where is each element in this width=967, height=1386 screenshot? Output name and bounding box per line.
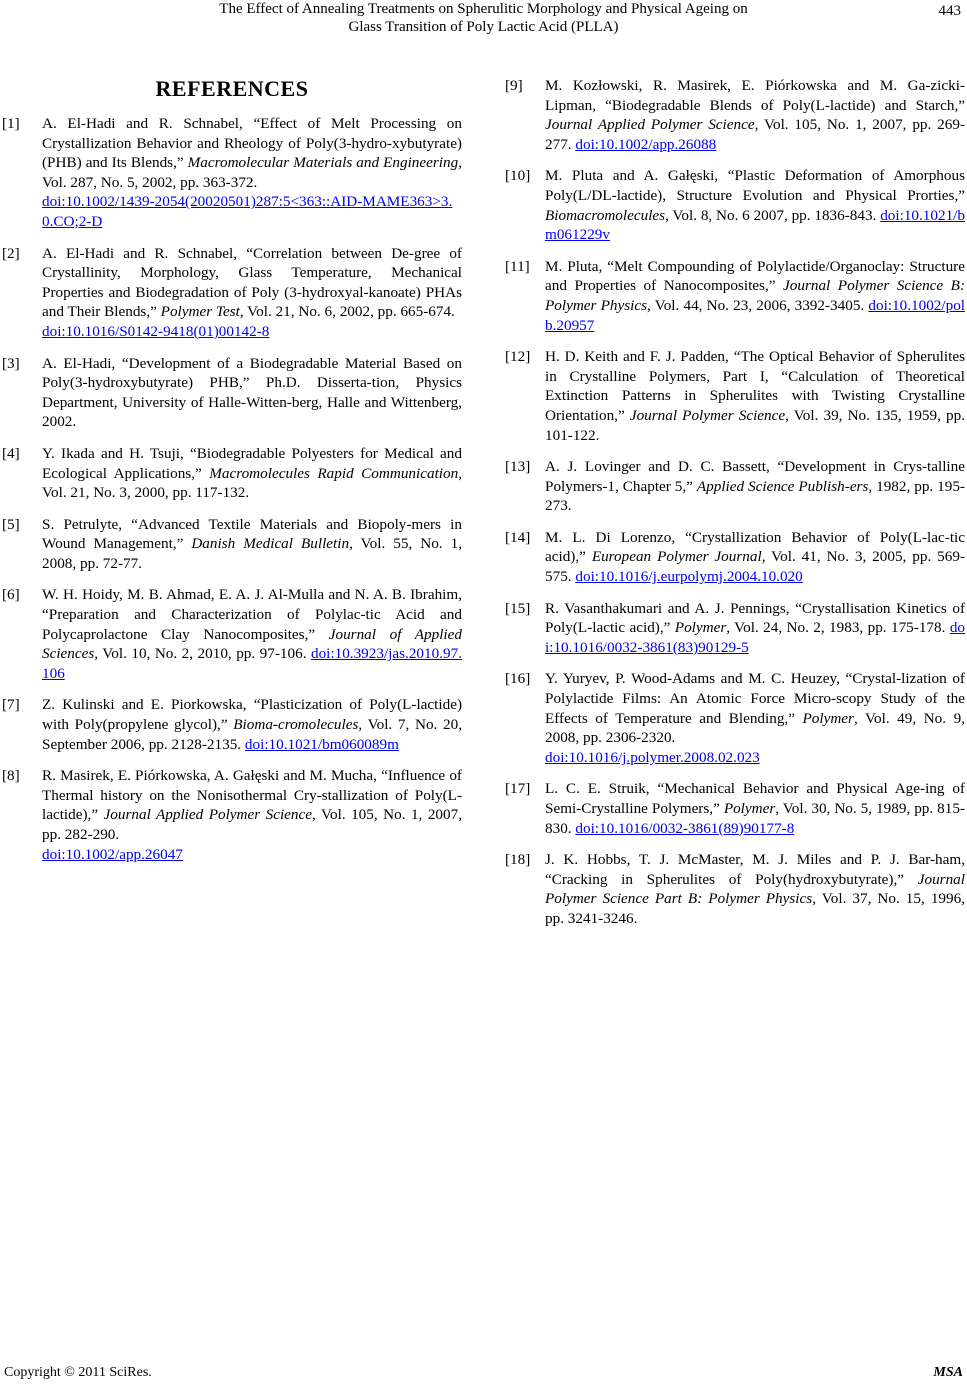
reference-text <box>42 114 462 232</box>
reference-journal: Polymer <box>802 709 854 727</box>
reference-number: [16] <box>505 670 531 688</box>
reference-text <box>545 166 965 244</box>
reference-details: , Vol. 105, No. 1, 2007, pp. 282-290. <box>42 806 463 843</box>
reference-list-left <box>2 114 462 864</box>
reference-authors-title: A. El-Hadi and R. Schnabel, “Effect of Melt Processing on Crystallization Behavior and Rheology of Poly(3-hydro-xybutyrate) (PHB) and Its Blends,” <box>42 115 462 172</box>
reference-details: , Vol. 21, No. 6, 2002, pp. 665-674. <box>239 303 455 321</box>
reference-item <box>2 244 462 342</box>
reference-text <box>545 257 965 335</box>
reference-text <box>42 766 462 864</box>
reference-details: , 1982, pp. 195-273. <box>545 477 965 515</box>
reference-text <box>42 244 462 342</box>
reference-authors-title: A. El-Hadi and R. Schnabel, “Correlation between De-gree of Crystallinity, Morphology, Glass Temperature, Mechanical Properties and Biodegradation of Poly (3-hydroxyal-kanoate) PHAs and Their Blends,” <box>42 244 462 321</box>
reference-journal: Biomacromolecules <box>545 206 666 224</box>
right-column <box>505 76 965 941</box>
reference-text <box>545 457 965 516</box>
reference-number: [17] <box>505 780 531 798</box>
running-head-line1: The Effect of Annealing Treatments on Spherulitic Morphology and Physical Ageing on <box>219 1 748 17</box>
reference-journal: Danish Medical Bulletin <box>191 535 350 553</box>
reference-number: [12] <box>505 348 531 366</box>
reference-number: [13] <box>505 458 531 476</box>
reference-item <box>2 766 462 864</box>
reference-details: , Vol. 30, No. 5, 1989, pp. 815-830. <box>545 800 966 837</box>
reference-item <box>505 850 965 928</box>
doi-link[interactable]: doi:10.1016/0032-3861(89)90177-8 <box>575 819 795 837</box>
reference-details: , Vol. 287, No. 5, 2002, pp. 363-372. <box>42 154 462 191</box>
reference-authors-title: S. Petrulyte, “Advanced Textile Materials and Biopoly-mers in Wound Management,” <box>42 515 462 553</box>
reference-authors-title: R. Masirek, E. Piórkowska, A. Gałęski and M. Mucha, “Influence of Thermal history on the Nonisothermal Cry-stallization of Poly(L-lactide),” <box>42 767 462 824</box>
reference-details: , Vol. 44, No. 23, 2006, 3392-3405. <box>647 296 869 314</box>
doi-link[interactable]: doi:10.1002/app.26088 <box>575 135 717 153</box>
reference-item <box>505 166 965 244</box>
doi-link[interactable]: doi:10.1016/0032-3861(83)90129-5 <box>545 619 965 656</box>
reference-number: [9] <box>505 77 523 94</box>
reference-journal: Macromolecules Rapid Communication <box>209 464 459 482</box>
reference-journal: Journal Applied Polymer Science <box>103 806 312 824</box>
reference-item <box>505 669 965 767</box>
reference-details: , Vol. 41, No. 3, 2005, pp. 569-575. <box>545 548 965 586</box>
reference-item <box>505 528 965 587</box>
doi-link[interactable]: doi:10.1016/S0142-9418(01)00142-8 <box>42 322 270 340</box>
reference-text <box>545 347 965 445</box>
reference-text <box>42 695 462 754</box>
reference-number: [2] <box>2 244 20 262</box>
reference-journal: Journal Polymer Science Part B: Polymer Physics <box>545 870 965 908</box>
reference-details: , Vol. 24, No. 2, 1983, pp. 175-178. <box>726 619 950 637</box>
reference-details: , Vol. 105, No. 1, 2007, pp. 269-277. <box>545 116 966 153</box>
reference-number: [18] <box>505 851 531 869</box>
reference-journal: Polymer <box>674 619 727 637</box>
reference-authors-title: A. J. Lovinger and D. C. Bassett, “Development in Crys-talline Polymers-1, Chapter 5,” <box>545 458 965 495</box>
reference-authors-title: M. Kozłowski, R. Masirek, E. Piórkowska and M. Ga-zicki- Lipman, “Biodegradable Blends of Poly(L-lactide) and Starch,” <box>545 77 965 114</box>
reference-number: [1] <box>2 115 20 132</box>
reference-item <box>2 354 462 432</box>
reference-authors-title: M. Pluta, “Melt Compounding of Polylactide/Organoclay: Structure and Properties of Nanocomposites,” <box>545 257 965 295</box>
reference-journal: Applied Science Publish-ers <box>696 477 869 495</box>
reference-authors-title: H. D. Keith and F. J. Padden, “The Optical Behavior of Spherulites in Crystalline Polymers, Part I, “Calculation of Theoretical Extinction Patterns in Spherulites with Twisting Crystalline Orientation,” <box>545 348 965 424</box>
reference-authors-title: Y. Ikada and H. Tsuji, “Biodegradable Polyesters for Medical and Ecological Applications,” <box>42 444 462 482</box>
left-column <box>2 76 462 876</box>
doi-link[interactable]: doi:10.1002/polb.20957 <box>545 296 966 334</box>
reference-number: [15] <box>505 599 531 617</box>
reference-number: [7] <box>2 696 20 714</box>
footer-journal-abbrev: MSA <box>933 1365 963 1380</box>
reference-details: , Vol. 49, No. 9, 2008, pp. 2306-2320. <box>545 709 966 747</box>
reference-text <box>545 850 965 928</box>
reference-details: , Vol. 39, No. 135, 1959, pp. 101-122. <box>545 406 965 444</box>
doi-link[interactable]: doi:10.1016/j.polymer.2008.02.023 <box>545 748 760 766</box>
reference-number: [4] <box>2 444 20 462</box>
doi-link[interactable]: doi:10.1016/j.eurpolymj.2004.10.020 <box>575 568 803 586</box>
reference-journal: Bioma-cromolecules <box>233 716 359 734</box>
reference-details: , Vol. 10, No. 2, 2010, pp. 97-106. <box>94 645 311 663</box>
reference-number: [14] <box>505 528 531 546</box>
reference-number: [11] <box>505 257 530 275</box>
running-head-line2: Glass Transition of Poly Lactic Acid (PLLA) <box>348 19 619 35</box>
reference-journal: Journal Applied Polymer Science <box>545 116 755 134</box>
reference-journal: European Polymer Journal <box>591 548 762 566</box>
doi-link[interactable]: doi:10.1021/bm061229v <box>545 206 965 244</box>
reference-item <box>2 515 462 574</box>
reference-details: , Vol. 37, No. 15, 1996, pp. 3241-3246. <box>545 890 965 927</box>
reference-journal: Journal of Applied Sciences <box>42 625 462 663</box>
reference-details: , Vol. 8, No. 6 2007, pp. 1836-843. <box>665 206 881 224</box>
reference-authors-title: A. El-Hadi, “Development of a Biodegradable Material Based on Poly(3-hydroxybutyrate) PHB,” Ph.D. Disserta-tion, Physics Department, University of Halle-Witten-berg, Halle and Wittenberg, 2002. <box>42 354 462 431</box>
reference-text <box>545 669 965 767</box>
reference-item <box>2 585 462 683</box>
reference-number: [5] <box>2 515 20 533</box>
reference-item <box>505 76 965 154</box>
reference-text <box>545 779 965 838</box>
reference-details: , Vol. 55, No. 1, 2008, pp. 72-77. <box>42 535 463 572</box>
reference-details: , Vol. 21, No. 3, 2000, pp. 117-132. <box>42 464 462 502</box>
reference-journal: Journal Polymer Science <box>629 406 786 424</box>
reference-authors-title: M. Pluta and A. Gałęski, “Plastic Deformation of Amorphous Poly(L/DL-lactide), Structure Evolution and Physical Prorties,” <box>545 167 965 204</box>
reference-text <box>545 599 965 658</box>
reference-details: , Vol. 7, No. 20, September 2006, pp. 2128-2135. <box>42 716 463 753</box>
reference-number: [3] <box>2 354 20 372</box>
reference-authors-title: Y. Yuryev, P. Wood-Adams and M. C. Heuzey, “Crystal-lization of Polylactide Films: An Atomic Force Micro-scopy Study of the Effects of Temperature and Blending,” <box>545 670 965 727</box>
reference-text <box>42 354 462 432</box>
reference-authors-title: R. Vasanthakumari and A. J. Pennings, “Crystallisation Kinetics of Poly(L-lactic acid),” <box>545 599 965 637</box>
reference-authors-title: M. L. Di Lorenzo, “Crystallization Behavior of Poly(L-lac-tic acid),” <box>545 528 965 566</box>
reference-item <box>505 779 965 838</box>
reference-item <box>2 695 462 754</box>
doi-link[interactable]: doi:10.3923/jas.2010.97.106 <box>42 645 462 682</box>
footer-copyright: Copyright © 2011 SciRes. <box>4 1365 152 1380</box>
doi-link[interactable]: doi:10.1021/bm060089m <box>244 735 399 753</box>
reference-item <box>505 257 965 335</box>
reference-number: [8] <box>2 767 20 785</box>
references-heading: REFERENCES <box>155 76 309 101</box>
reference-journal: Journal Polymer Science B: Polymer Physics <box>545 277 966 314</box>
reference-item <box>505 347 965 445</box>
reference-text <box>42 585 462 683</box>
page-number: 443 <box>938 3 961 19</box>
reference-journal: Polymer Test <box>160 303 240 321</box>
reference-journal: Polymer <box>723 800 776 817</box>
reference-number: [6] <box>2 586 20 604</box>
reference-text <box>545 76 965 154</box>
reference-text <box>545 528 965 587</box>
doi-link[interactable]: doi:10.1002/1439-2054(20020501)287:5<363::AID-MAME363>3.0.CO;2-D <box>42 193 453 230</box>
reference-authors-title: W. H. Hoidy, M. B. Ahmad, E. A. J. Al-Mulla and N. A. B. Ibrahim, “Preparation and Characterization of Polylac-tic Acid and Polycaprolactone Clay Nanocomposites,” <box>42 586 462 643</box>
reference-text <box>42 444 462 503</box>
reference-journal: Macromolecular Materials and Engineering <box>187 154 459 172</box>
reference-number: [10] <box>505 167 531 185</box>
reference-authors-title: J. K. Hobbs, T. J. McMaster, M. J. Miles and P. J. Bar-ham, “Cracking in Spherulites of Poly(hydroxybutyrate),” <box>545 851 965 888</box>
reference-item <box>505 457 965 516</box>
reference-text <box>42 515 462 574</box>
doi-link[interactable]: doi:10.1002/app.26047 <box>42 845 183 863</box>
reference-item <box>505 599 965 658</box>
reference-authors-title: L. C. E. Struik, “Mechanical Behavior and Physical Age-ing of Semi-Crystalline Polymers,” <box>545 780 965 817</box>
reference-item <box>2 114 462 232</box>
reference-authors-title: Z. Kulinski and E. Piorkowska, “Plasticization of Poly(L-lactide) with Poly(propylene glycol),” <box>42 696 462 734</box>
reference-item <box>2 444 462 503</box>
reference-list-right <box>505 76 965 929</box>
running-head <box>0 0 967 36</box>
